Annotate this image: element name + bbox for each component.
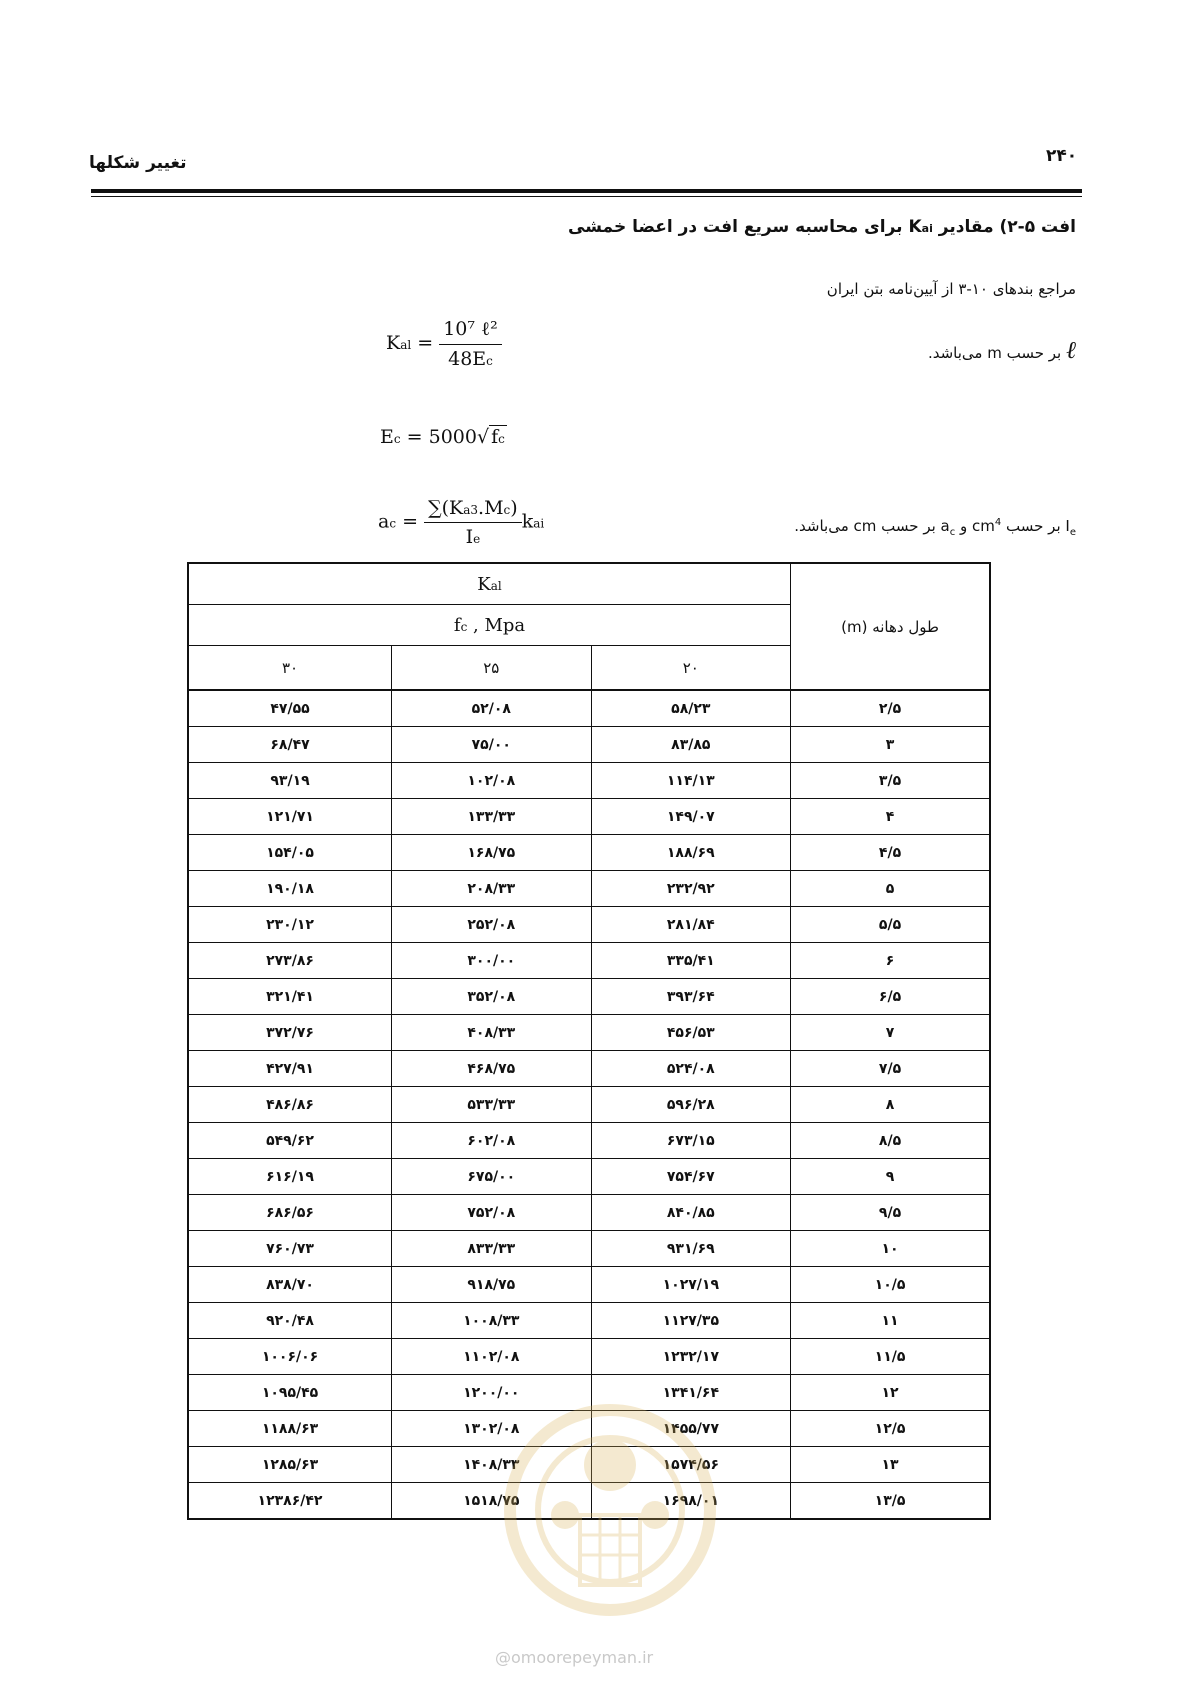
kai-fc20-cell: ۳۳۵/۴۱ xyxy=(591,943,791,979)
kai-fc20-cell: ۱۲۳۲/۱۷ xyxy=(591,1339,791,1375)
kai-fc30-cell: ۲۳۰/۱۲ xyxy=(188,907,392,943)
kai-fc25-cell: ۶۷۵/۰۰ xyxy=(392,1159,592,1195)
kai-fc20-cell: ۶۷۳/۱۵ xyxy=(591,1123,791,1159)
kai-fc25-cell: ۳۵۲/۰۸ xyxy=(392,979,592,1015)
kai-fc25-cell: ۱۰۰۸/۳۳ xyxy=(392,1303,592,1339)
page-number: ۲۴۰ xyxy=(1046,146,1078,166)
kai-fc30-cell: ۱۲۳۸۶/۴۲ xyxy=(188,1483,392,1520)
kai-header: Kal xyxy=(188,563,791,605)
kai-denominator: 48Ec xyxy=(448,348,493,370)
kai-fc30-cell: ۱۰۹۵/۴۵ xyxy=(188,1375,392,1411)
table-row xyxy=(188,907,990,943)
kai-fc20-cell: ۲۸۱/۸۴ xyxy=(591,907,791,943)
length-unit-line xyxy=(928,336,1076,365)
kai-fc25-cell: ۹۱۸/۷۵ xyxy=(392,1267,592,1303)
kai-fc20-cell: ۱۴۵۵/۷۷ xyxy=(591,1411,791,1447)
kai-fc20-cell: ۱۱۲۷/۳۵ xyxy=(591,1303,791,1339)
span-length-cell: ۱۰ xyxy=(791,1231,990,1267)
ac-denominator: Ie xyxy=(465,526,481,548)
kai-fc25-cell: ۱۵۱۸/۷۵ xyxy=(392,1483,592,1520)
reference-line: مراجع بندهای ۱۰-۳ از آیین‌نامه بتن ایران xyxy=(826,280,1076,298)
kai-fc30-cell: ۴۸۶/۸۶ xyxy=(188,1087,392,1123)
table-row xyxy=(188,1015,990,1051)
kai-numerator: 10⁷ ℓ² xyxy=(439,318,502,345)
kai-fc25-cell: ۷۵/۰۰ xyxy=(392,727,592,763)
kai-fc25-cell: ۲۵۲/۰۸ xyxy=(392,907,592,943)
ac-numerator: ∑(Ka3.Mc) xyxy=(424,497,522,523)
kai-fc30-cell: ۳۲۱/۴۱ xyxy=(188,979,392,1015)
section-title xyxy=(556,212,1076,244)
span-length-cell: ۷/۵ xyxy=(791,1051,990,1087)
kai-fc25-cell: ۱۲۰۰/۰۰ xyxy=(392,1375,592,1411)
kai-fc20-cell: ۸۳/۸۵ xyxy=(591,727,791,763)
table-row xyxy=(188,1051,990,1087)
kai-fc20-cell: ۵۲۴/۰۸ xyxy=(591,1051,791,1087)
kai-fc30-cell: ۹۳/۱۹ xyxy=(188,763,392,799)
table-row xyxy=(188,1231,990,1267)
span-length-cell: ۱۰/۵ xyxy=(791,1267,990,1303)
kai-fc30-cell: ۲۷۳/۸۶ xyxy=(188,943,392,979)
table-row xyxy=(188,1087,990,1123)
span-length-cell: ۳/۵ xyxy=(791,763,990,799)
kai-fc25-cell: ۴۰۸/۳۳ xyxy=(392,1015,592,1051)
ec-formula: Ec = 5000√ fc xyxy=(380,426,505,448)
kai-fc30-cell: ۶۱۶/۱۹ xyxy=(188,1159,392,1195)
table-row xyxy=(188,1123,990,1159)
kai-formula: Kal = $\frac{\text{10⁷ ℓ²}}{48Ec}$ xyxy=(386,318,502,370)
span-length-cell: ۱۱ xyxy=(791,1303,990,1339)
span-length-cell: ۸ xyxy=(791,1087,990,1123)
kai-fc20-cell: ۳۹۳/۶۴ xyxy=(591,979,791,1015)
length-unit-text: بر حسب m می‌باشد. xyxy=(927,344,1066,362)
kai-fc30-cell: ۴۲۷/۹۱ xyxy=(188,1051,392,1087)
ie-symbol: I xyxy=(1065,517,1070,535)
span-length-cell: ۶/۵ xyxy=(791,979,990,1015)
table-row xyxy=(188,1303,990,1339)
kai-fc20-cell: ۱۱۴/۱۳ xyxy=(591,763,791,799)
kai-fc30-cell: ۱۲۱/۷۱ xyxy=(188,799,392,835)
table-row xyxy=(188,943,990,979)
span-length-cell: ۱۱/۵ xyxy=(791,1339,990,1375)
section-title-post: برای محاسبه سریع افت در اعضا خمشی xyxy=(568,217,909,237)
table-row xyxy=(188,690,990,727)
kai-fc30-cell: ۱۲۸۵/۶۳ xyxy=(188,1447,392,1483)
span-length-cell: ۶ xyxy=(791,943,990,979)
table-row xyxy=(188,1195,990,1231)
table-row xyxy=(188,1159,990,1195)
kai-fc20-cell: ۵۹۶/۲۸ xyxy=(591,1087,791,1123)
kai-fc30-cell: ۱۱۸۸/۶۳ xyxy=(188,1411,392,1447)
kai-fc20-cell: ۱۰۲۷/۱۹ xyxy=(591,1267,791,1303)
header-rule xyxy=(91,189,1082,193)
kai-fc30-cell: ۵۴۹/۶۲ xyxy=(188,1123,392,1159)
kai-fc25-cell: ۳۰۰/۰۰ xyxy=(392,943,592,979)
span-length-cell: ۷ xyxy=(791,1015,990,1051)
kai-fc30-cell: ۹۲۰/۴۸ xyxy=(188,1303,392,1339)
kai-fc30-cell: ۱۹۰/۱۸ xyxy=(188,871,392,907)
kai-table xyxy=(187,562,991,1520)
kai-fc20-cell: ۷۵۴/۶۷ xyxy=(591,1159,791,1195)
kai-fc30-cell: ۴۷/۵۵ xyxy=(188,690,392,727)
kai-fc30-cell: ۷۶۰/۷۳ xyxy=(188,1231,392,1267)
section-title-sub: ai xyxy=(921,222,933,235)
kai-fc20-cell: ۸۴۰/۸۵ xyxy=(591,1195,791,1231)
table-row xyxy=(188,979,990,1015)
ac-formula: ac = $\frac{\sum(Ka3.Mc)}{Ie}$ kai xyxy=(378,497,545,548)
span-length-cell: ۱۲/۵ xyxy=(791,1411,990,1447)
span-length-cell: ۱۲ xyxy=(791,1375,990,1411)
kai-fc30-cell: ۱۵۴/۰۵ xyxy=(188,835,392,871)
table-row xyxy=(188,871,990,907)
sqrt-sign: √ xyxy=(476,426,490,448)
watermark-url: @omoorepeyman.ir xyxy=(495,1648,654,1667)
table-row xyxy=(188,835,990,871)
kai-fc25-cell: ۲۰۸/۳۳ xyxy=(392,871,592,907)
fc-header: fc , Mpa xyxy=(188,605,791,646)
table-row xyxy=(188,799,990,835)
kai-fc25-cell: ۵۳۳/۳۳ xyxy=(392,1087,592,1123)
kai-fc20-cell: ۹۳۱/۶۹ xyxy=(591,1231,791,1267)
header-rule-thin xyxy=(91,196,1082,197)
kai-fc20-cell: ۲۳۲/۹۲ xyxy=(591,871,791,907)
length-symbol: ℓ xyxy=(1066,336,1076,364)
kai-fc20-cell: ۱۴۹/۰۷ xyxy=(591,799,791,835)
span-length-cell: ۲/۵ xyxy=(791,690,990,727)
kai-fc20-cell: ۵۸/۲۳ xyxy=(591,690,791,727)
units-line: $I_e$ بر حسب $cm^4$ و $a_c$ بر حسب cm می‌باشد. xyxy=(794,517,1076,538)
table-row xyxy=(188,763,990,799)
kai-fc25-cell: ۱۰۲/۰۸ xyxy=(392,763,592,799)
kai-fc25-cell: ۷۵۲/۰۸ xyxy=(392,1195,592,1231)
span-length-cell: ۹/۵ xyxy=(791,1195,990,1231)
span-length-cell: ۱۳/۵ xyxy=(791,1483,990,1520)
span-length-cell: ۳ xyxy=(791,727,990,763)
kai-fc30-cell: ۶۸/۴۷ xyxy=(188,727,392,763)
span-length-cell: ۴/۵ xyxy=(791,835,990,871)
table-row xyxy=(188,727,990,763)
kai-fc25-cell: ۶۰۲/۰۸ xyxy=(392,1123,592,1159)
kai-fc30-cell: ۳۷۲/۷۶ xyxy=(188,1015,392,1051)
kai-fc20-cell: ۱۵۷۴/۵۶ xyxy=(591,1447,791,1483)
kai-fc25-cell: ۱۴۰۸/۳۳ xyxy=(392,1447,592,1483)
table-row xyxy=(188,1339,990,1375)
kai-fc30-cell: ۱۰۰۶/۰۶ xyxy=(188,1339,392,1375)
kai-fc25-cell: ۱۳۰۲/۰۸ xyxy=(392,1411,592,1447)
table-row xyxy=(188,1267,990,1303)
span-length-cell: ۱۳ xyxy=(791,1447,990,1483)
kai-fc25-cell: ۸۳۳/۳۳ xyxy=(392,1231,592,1267)
span-length-cell: ۹ xyxy=(791,1159,990,1195)
section-title-pre: افت ۵-۲) مقادیر K xyxy=(908,217,1076,237)
kai-fc20-cell: ۱۸۸/۶۹ xyxy=(591,835,791,871)
fc-25-header: ۲۵ xyxy=(392,646,592,691)
span-length-cell: ۵/۵ xyxy=(791,907,990,943)
span-length-cell: ۵ xyxy=(791,871,990,907)
span-length-cell: ۴ xyxy=(791,799,990,835)
kai-fc20-cell: ۴۵۶/۵۳ xyxy=(591,1015,791,1051)
kai-fc25-cell: ۱۳۳/۳۳ xyxy=(392,799,592,835)
kai-fc20-cell: ۱۶۹۸/۰۱ xyxy=(591,1483,791,1520)
watermark-seal-icon xyxy=(485,1395,735,1625)
kai-fc25-cell: ۵۲/۰۸ xyxy=(392,690,592,727)
fc-30-header: ۳۰ xyxy=(188,646,392,691)
span-length-header: طول دهانه (m) xyxy=(791,563,990,690)
running-head: تغییر شکلها xyxy=(89,153,187,173)
span-length-cell: ۸/۵ xyxy=(791,1123,990,1159)
kai-fc25-cell: ۴۶۸/۷۵ xyxy=(392,1051,592,1087)
kai-fc20-cell: ۱۳۴۱/۶۴ xyxy=(591,1375,791,1411)
fc-20-header: ۲۰ xyxy=(591,646,791,691)
kai-fc25-cell: ۱۶۸/۷۵ xyxy=(392,835,592,871)
kai-fc25-cell: ۱۱۰۲/۰۸ xyxy=(392,1339,592,1375)
kai-fc30-cell: ۶۸۶/۵۶ xyxy=(188,1195,392,1231)
kai-fc30-cell: ۸۳۸/۷۰ xyxy=(188,1267,392,1303)
